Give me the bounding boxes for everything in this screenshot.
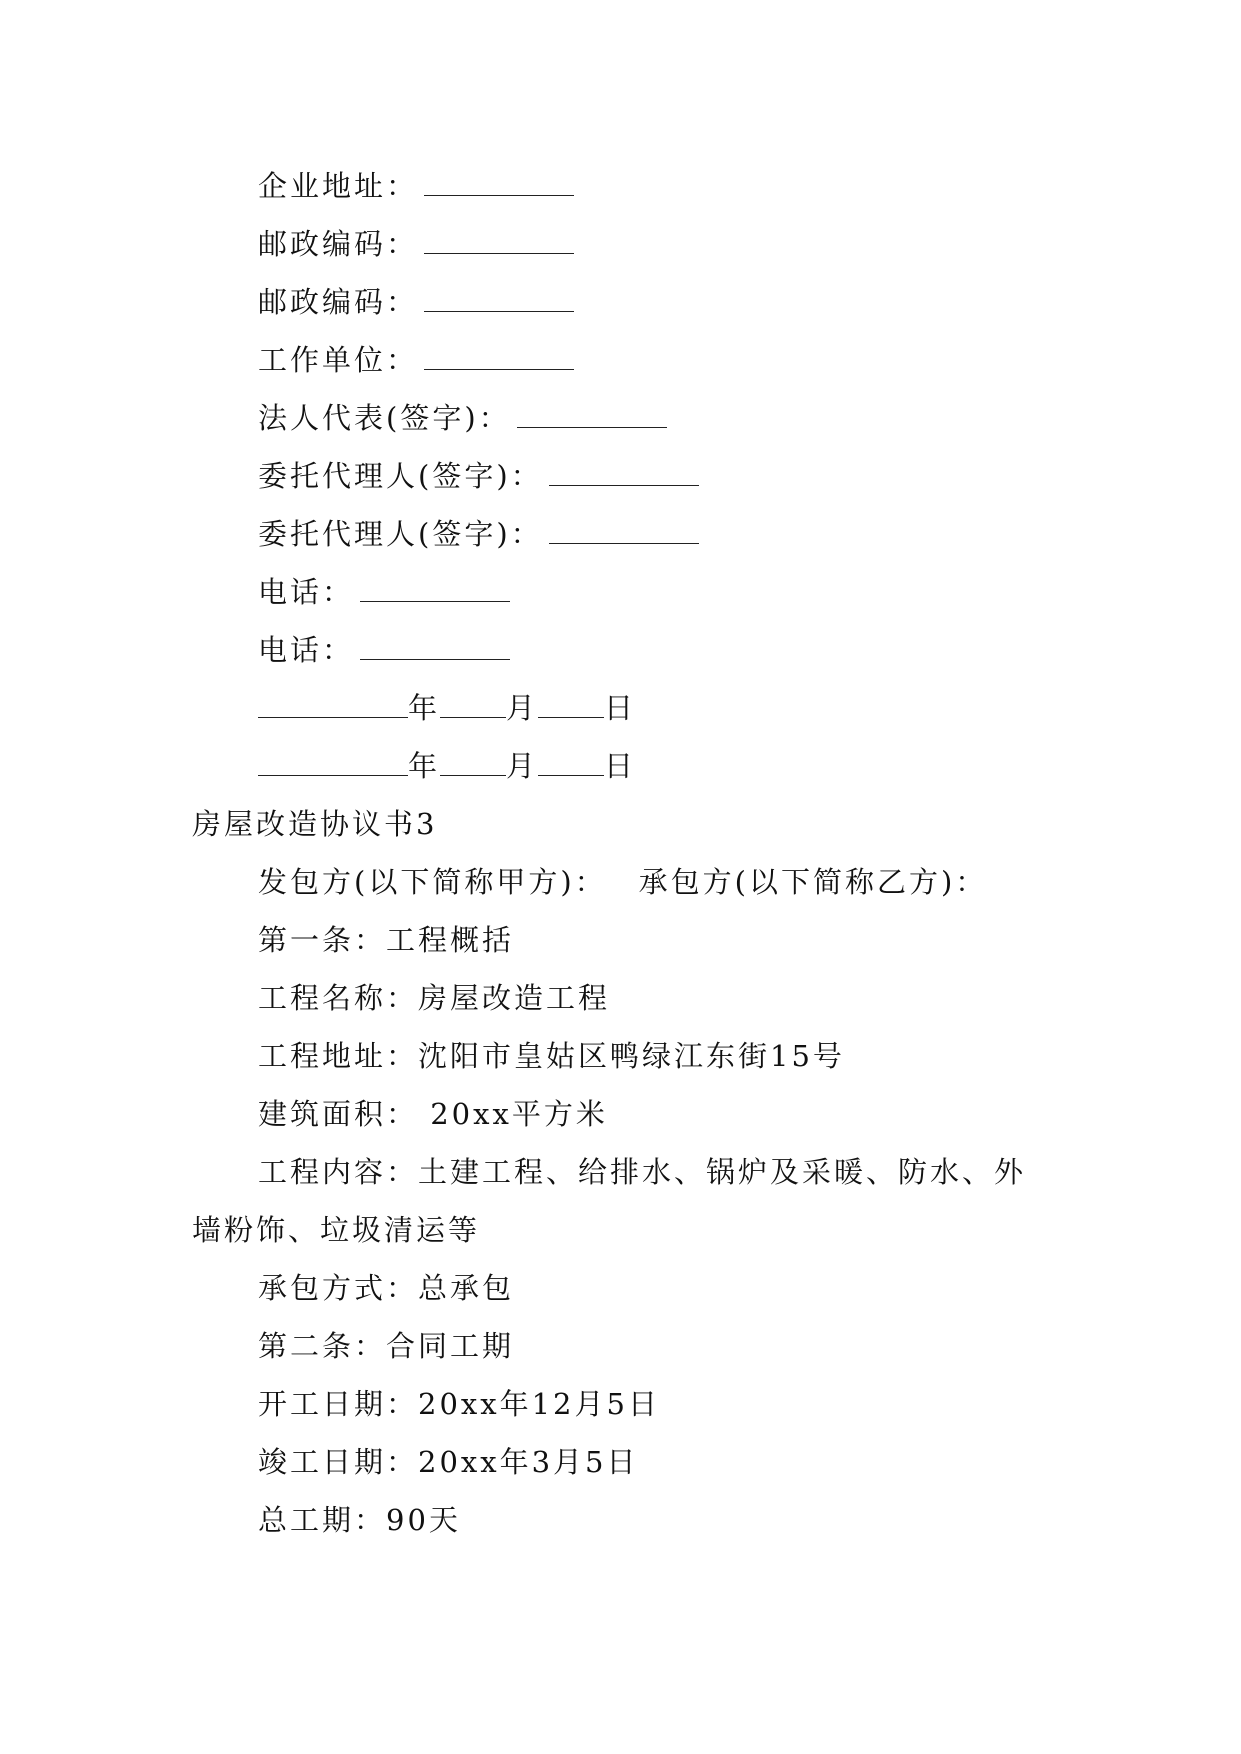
postal-code-label: 邮政编码： [258, 227, 419, 261]
project-name: 工程名称：房屋改造工程 [258, 981, 611, 1015]
total-period: 总工期：90天 [258, 1503, 461, 1537]
agent-row [258, 514, 699, 554]
month-label: 月 [506, 691, 539, 725]
project-address: 工程地址：沈阳市皇姑区鸭绿江东街15号 [258, 1039, 845, 1073]
year-label: 年 [408, 749, 441, 783]
party-a-label: 发包方(以下简称甲方)： [258, 865, 607, 899]
phone-blank [360, 635, 510, 660]
year-blank [258, 693, 408, 718]
parties-row [258, 862, 987, 902]
agreement-title: 房屋改造协议书3 [192, 807, 438, 841]
project-content-line: 工程内容：土建工程、给排水、锅炉及采暖、防水、外 [258, 1155, 1027, 1189]
month-blank [440, 751, 506, 776]
phone-label: 电话： [258, 633, 355, 667]
work-unit-label: 工作单位： [258, 343, 419, 377]
company-address-blank [424, 171, 574, 196]
project-content-line: 墙粉饰、垃圾清运等 [192, 1213, 481, 1247]
postal-code-row [258, 282, 574, 322]
day-blank [538, 693, 604, 718]
agent-label: 委托代理人(签字)： [258, 517, 543, 551]
postal-code-label: 邮政编码： [258, 285, 419, 319]
company-address-label: 企业地址： [258, 169, 419, 203]
legal-rep-row [258, 398, 667, 438]
phone-row [258, 630, 510, 670]
end-date: 竣工日期：20xx年3月5日 [258, 1445, 639, 1479]
day-label: 日 [604, 691, 637, 725]
agent-label: 委托代理人(签字)： [258, 459, 543, 493]
month-blank [440, 693, 506, 718]
year-blank [258, 751, 408, 776]
start-date: 开工日期：20xx年12月5日 [258, 1387, 660, 1421]
phone-row [258, 572, 510, 612]
agent-blank [549, 519, 699, 544]
agent-row [258, 456, 699, 496]
phone-blank [360, 577, 510, 602]
month-label: 月 [506, 749, 539, 783]
work-unit-row [258, 340, 574, 380]
contract-method: 承包方式：总承包 [258, 1271, 515, 1305]
legal-rep-blank [517, 403, 667, 428]
day-blank [538, 751, 604, 776]
postal-code-blank [424, 229, 574, 254]
legal-rep-label: 法人代表(签字)： [258, 401, 511, 435]
postal-code-blank [424, 287, 574, 312]
article-2-heading: 第二条：合同工期 [258, 1329, 515, 1363]
date-row [258, 688, 636, 728]
company-address-row [258, 166, 574, 206]
phone-label: 电话： [258, 575, 355, 609]
postal-code-row [258, 224, 574, 264]
year-label: 年 [408, 691, 441, 725]
date-row [258, 746, 636, 786]
building-area: 建筑面积： 20xx平方米 [258, 1097, 608, 1131]
article-1-heading: 第一条：工程概括 [258, 923, 515, 957]
day-label: 日 [604, 749, 637, 783]
agent-blank [549, 461, 699, 486]
work-unit-blank [424, 345, 574, 370]
party-b-label: 承包方(以下简称乙方)： [638, 865, 988, 899]
